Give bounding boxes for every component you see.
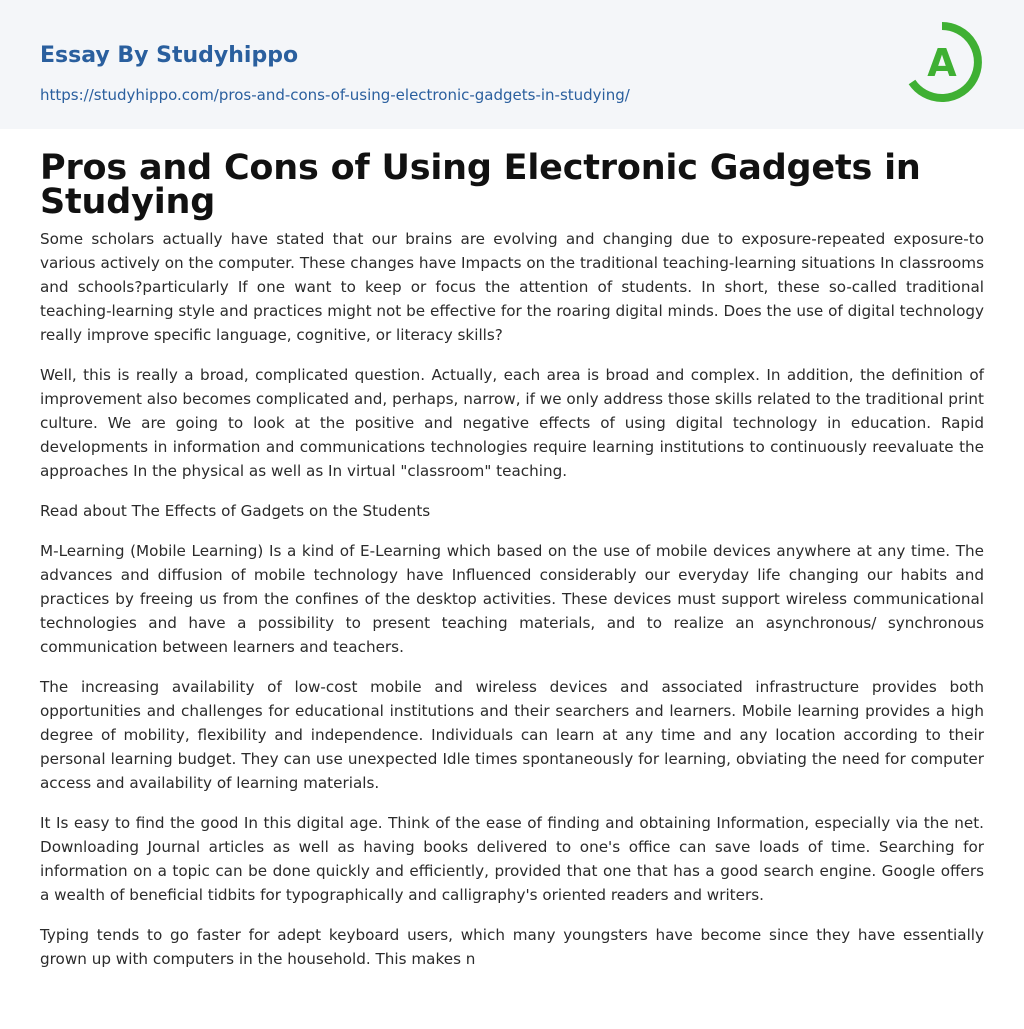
- essay-content: [0, 129, 1024, 971]
- essay-url-link[interactable]: https://studyhippo.com/pros-and-cons-of-using-electronic-gadgets-in-studying/: [40, 86, 630, 104]
- essay-paragraph: M-Learning (Mobile Learning) Is a kind of E-Learning which based on the use of mobile devices anywhere at any time. The advances and diffusion of mobile technology have Influenced considerably our everyday life changing our habits and practices by freeing us from the confines of the desktop activities. These devices must support wireless communicational technologies and have a possibility to present teaching materials, and to realize an asynchronous/ synchronous communication between learners and teachers.: [40, 542, 984, 656]
- essay-paragraph: The increasing availability of low-cost mobile and wireless devices and associated infrastructure provides both opportunities and challenges for educational institutions and their searchers and learners. Mobile learning provides a high degree of mobility, flexibility and independence. Individuals can learn at any time and any location according to their personal learning budget. They can use unexpected Idle times spontaneously for learning, obviating the need for computer access and availability of learning materials.: [40, 678, 984, 792]
- logo-letter: A: [927, 41, 957, 85]
- essay-title: Pros and Cons of Using Electronic Gadgets in Studying: [40, 148, 921, 222]
- essay-paragraph: Well, this is really a broad, complicated question. Actually, each area is broad and complex. In addition, the definition of improvement also becomes complicated and, perhaps, narrow, if we only address those skills related to the traditional print culture. We are going to look at the positive and negative effects of using digital technology in education. Rapid developments in information and communications technologies require learning institutions to continuously reevaluate the approaches In the physical as well as In virtual "classroom" teaching.: [40, 366, 984, 480]
- essay-paragraph: It Is easy to find the good In this digital age. Think of the ease of finding and obtaining Information, especially via the net. Downloading Journal articles as well as having books delivered to one's office can save loads of time. Searching for information on a topic can be done quickly and efficiently, provided that one that has a good search engine. Google offers a wealth of beneficial tidbits for typographically and calligraphy's oriented readers and writers.: [40, 814, 984, 904]
- site-header: [0, 0, 1024, 129]
- studyhippo-logo-icon[interactable]: [900, 20, 984, 104]
- essay-paragraph-truncated: Typing tends to go faster for adept keyboard users, which many youngsters have become since they have essentially grown up with computers in the household. This makes n: [40, 926, 984, 968]
- site-brand[interactable]: Essay By Studyhippo: [40, 43, 299, 68]
- essay-paragraph: Some scholars actually have stated that our brains are evolving and changing due to exposure-repeated exposure-to various actively on the computer. These changes have Impacts on the traditional teaching-learning situations In classrooms and schools?particularly If one want to keep or focus the attention of students. In short, these so-called traditional teaching-learning style and practices might not be effective for the roaring digital minds. Does the use of digital technology really improve specific language, cognitive, or literacy skills?: [40, 230, 984, 344]
- related-link-text: Read about The Effects of Gadgets on the Students: [40, 502, 431, 520]
